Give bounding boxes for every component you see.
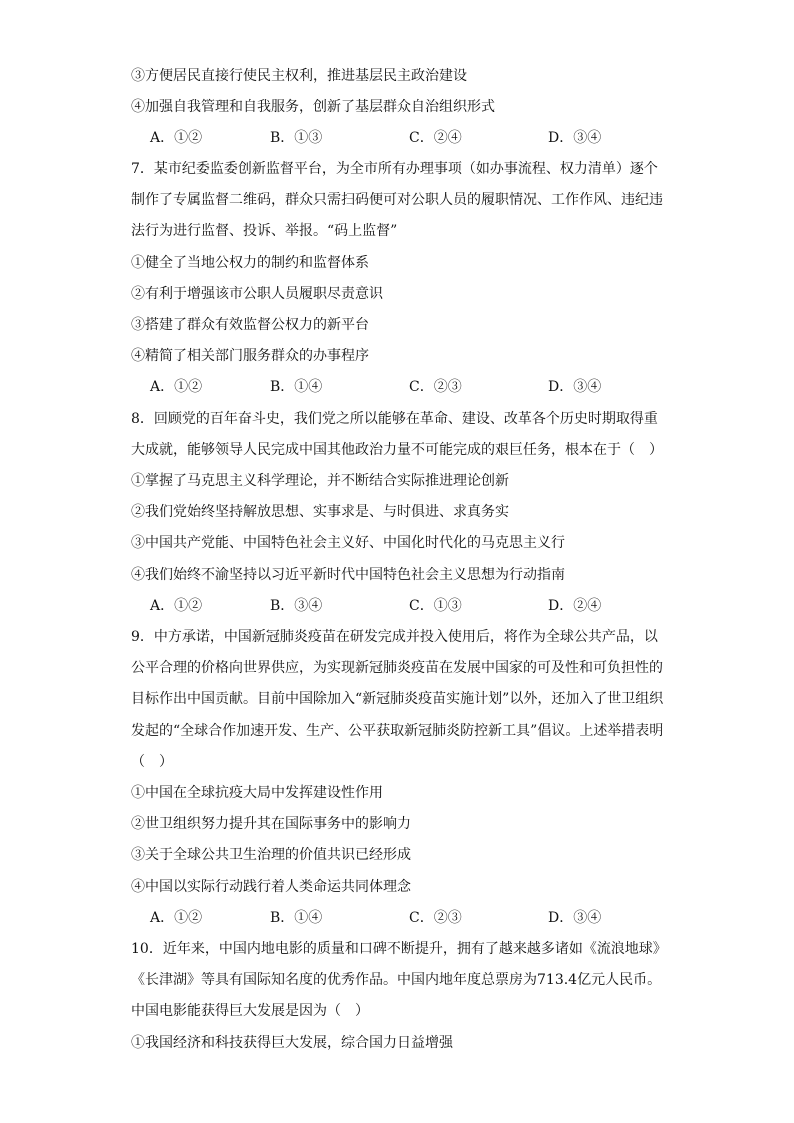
q10-stem-line-2: 《长津湖》等具有国际知名度的优秀作品。中国内地年度总票房为713.4亿元人民币。 bbox=[131, 972, 662, 988]
q7-option-d: D．③④ bbox=[548, 379, 602, 395]
q10-stem-line-3: 中国电影能获得巨大发展是因为（ ） bbox=[131, 1003, 369, 1019]
q6-item-4: ④加强自我管理和自我服务，创新了基层群众自治组织形式 bbox=[131, 99, 495, 115]
q9-item-1: ①中国在全球抗疫大局中发挥建设性作用 bbox=[131, 785, 383, 801]
q9-item-2: ②世卫组织努力提升其在国际事务中的影响力 bbox=[131, 816, 411, 832]
q8-stem-line-2: 大成就，能够领导人民完成中国其他政治力量不可能完成的艰巨任务，根本在于（ ） bbox=[131, 442, 663, 458]
q9-option-a: A．①② bbox=[150, 910, 203, 926]
q6-option-b: B．①③ bbox=[270, 130, 323, 146]
q9-option-c: C．②③ bbox=[409, 910, 462, 926]
q7-item-4: ④精简了相关部门服务群众的办事程序 bbox=[131, 348, 369, 364]
q7-option-a: A．①② bbox=[150, 379, 203, 395]
q7-stem-line-3: 法行为进行监督、投诉、举报。“码上监督” bbox=[131, 223, 398, 239]
q9-item-4: ④中国以实际行动践行着人类命运共同体理念 bbox=[131, 879, 411, 895]
q9-stem-line-4: 发起的“全球合作加速开发、生产、公平获取新冠肺炎防控新工具”倡议。上述举措表明 bbox=[131, 723, 664, 739]
q9-stem-line-3: 目标作出中国贡献。目前中国除加入“新冠肺炎疫苗实施计划”以外，还加入了世卫组织 bbox=[131, 691, 664, 707]
q6-option-a: A．①② bbox=[150, 130, 203, 146]
q9-option-d: D．③④ bbox=[548, 910, 602, 926]
q7-option-c: C．②③ bbox=[409, 379, 462, 395]
q7-item-3: ③搭建了群众有效监督公权力的新平台 bbox=[131, 317, 369, 333]
q8-item-3: ③中国共产党能、中国特色社会主义好、中国化时代化的马克思主义行 bbox=[131, 535, 565, 551]
q9-stem-line-2: 公平合理的价格向世界供应，为实现新冠肺炎疫苗在发展中国家的可及性和可负担性的 bbox=[131, 660, 663, 676]
q8-option-b: B．③④ bbox=[270, 598, 323, 614]
q8-item-2: ②我们党始终坚持解放思想、实事求是、与时俱进、求真务实 bbox=[131, 504, 509, 520]
q8-item-1: ①掌握了马克思主义科学理论，并不断结合实际推进理论创新 bbox=[131, 473, 509, 489]
q8-stem-line-1: 8．回顾党的百年奋斗史，我们党之所以能够在革命、建设、改革各个历史时期取得重 bbox=[131, 411, 658, 427]
q8-option-c: C．①③ bbox=[409, 598, 462, 614]
q7-option-b: B．①④ bbox=[270, 379, 323, 395]
q6-option-d: D．③④ bbox=[548, 130, 602, 146]
q7-stem-line-2: 制作了专属监督二维码，群众只需扫码便可对公职人员的履职情况、工作作风、违纪违 bbox=[131, 192, 663, 208]
q8-option-d: D．②④ bbox=[548, 598, 602, 614]
q9-stem-line-5: （ ） bbox=[131, 754, 173, 770]
q8-option-a: A．①② bbox=[150, 598, 203, 614]
q8-item-4: ④我们始终不渝坚持以习近平新时代中国特色社会主义思想为行动指南 bbox=[131, 567, 565, 583]
q9-stem-line-1: 9．中方承诺，中国新冠肺炎疫苗在研发完成并投入使用后，将作为全球公共产品，以 bbox=[131, 629, 658, 645]
q7-item-1: ①健全了当地公权力的制约和监督体系 bbox=[131, 255, 369, 271]
q6-item-3: ③方便居民直接行使民主权利，推进基层民主政治建设 bbox=[131, 68, 467, 84]
q6-option-c: C．②④ bbox=[409, 130, 462, 146]
q10-stem-line-1: 10．近年来，中国内地电影的质量和口碑不断提升，拥有了越来越多诸如《流浪地球》 bbox=[131, 941, 667, 957]
q7-item-2: ②有利于增强该市公职人员履职尽责意识 bbox=[131, 286, 383, 302]
q10-item-1: ①我国经济和科技获得巨大发展，综合国力日益增强 bbox=[131, 1035, 453, 1051]
q7-stem-line-1: 7．某市纪委监委创新监督平台，为全市所有办理事项（如办事流程、权力清单）逐个 bbox=[131, 161, 658, 177]
q9-item-3: ③关于全球公共卫生治理的价值共识已经形成 bbox=[131, 847, 411, 863]
q9-option-b: B．①④ bbox=[270, 910, 323, 926]
